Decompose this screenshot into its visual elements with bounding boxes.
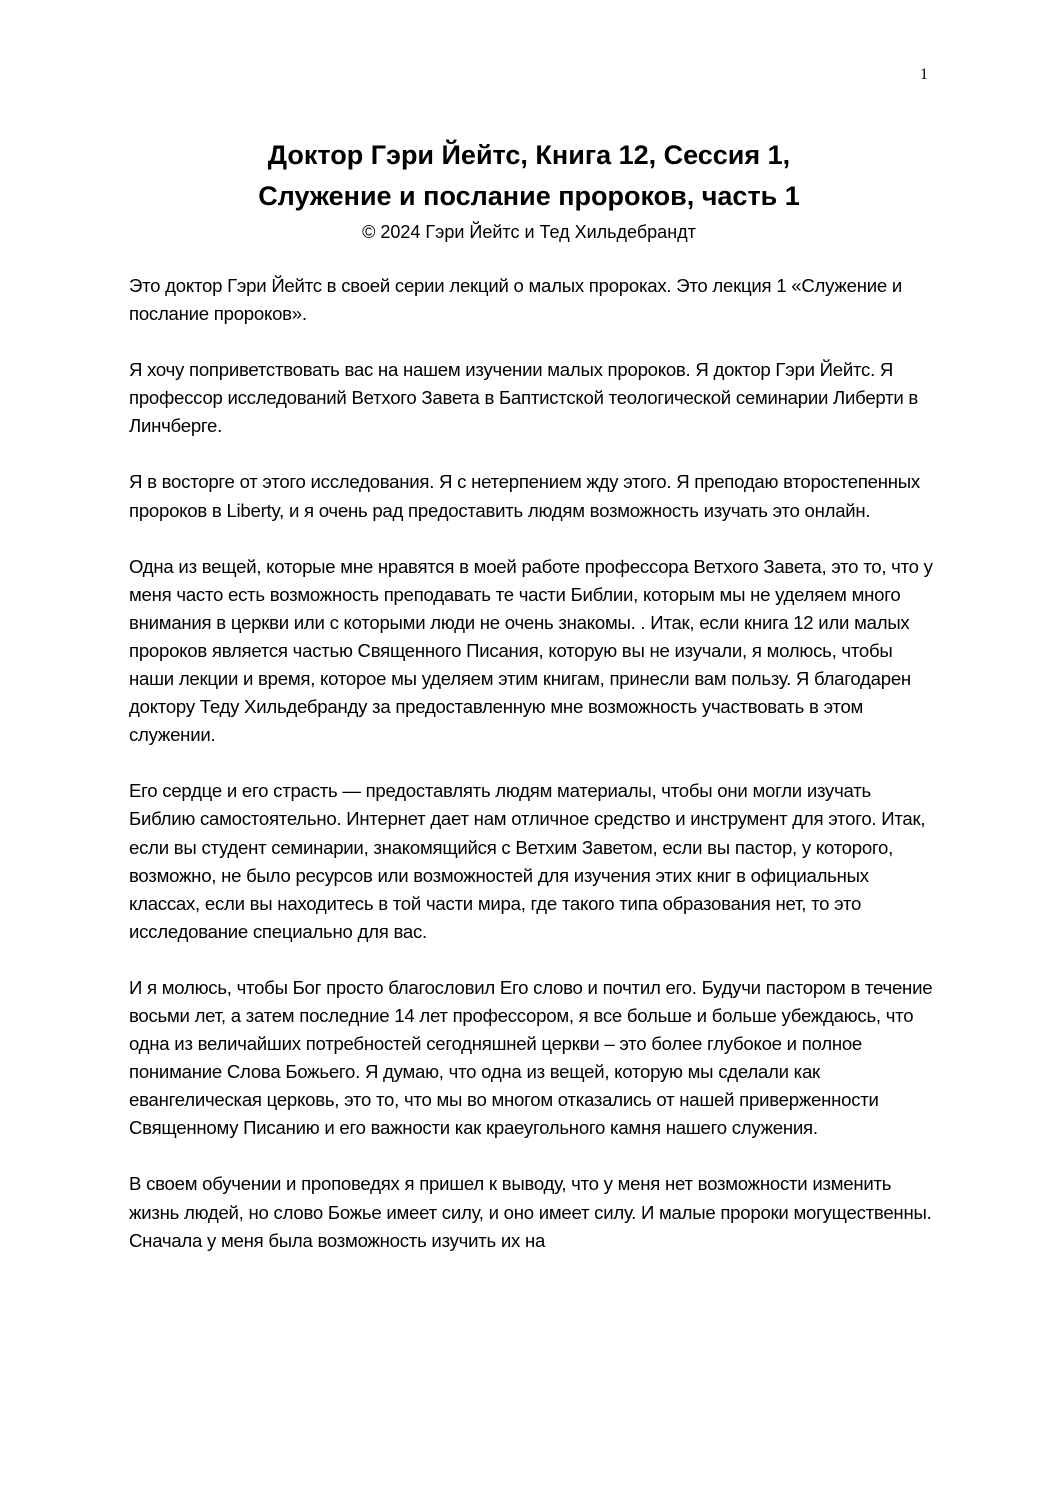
page-title [0, 135, 1058, 217]
page-number: 1 [920, 66, 928, 83]
paragraph: Его сердце и его страсть — предоставлять людям материалы, чтобы они могли изучать Библию самостоятельно. Интернет дает нам отличное средство и инструмент для этого. Итак, если вы студент семинарии, знакомящийся с Ветхим Заветом, если вы пастор, у которого, возможно, не было ресурсов или возможностей для изучения этих книг в официальных классах, если вы находитесь в той части мира, где такого типа образования нет, то это исследование специально для вас. [129, 780, 926, 942]
title-line-1: Доктор Гэри Йейтс, Книга 12, Сессия 1, [267, 140, 791, 170]
copyright-line: © 2024 Гэри Йейтс и Тед Хильдебрандт [362, 222, 696, 242]
title-line-2: Служение и послание пророков, часть 1 [258, 181, 800, 211]
paragraph: Я в восторге от этого исследования. Я с нетерпением жду этого. Я преподаю второстепенных пророков в Liberty, и я очень рад предоставить людям возможность изучать это онлайн. [129, 471, 920, 521]
paragraph: Я хочу поприветствовать вас на нашем изучении малых пророков. Я доктор Гэри Йейтс. Я профессор исследований Ветхого Завета в Баптистской теологической семинарии Либерти в Линчберге. [129, 359, 919, 437]
paragraph: В своем обучении и проповедях я пришел к выводу, что у меня нет возможности изменить жизнь людей, но слово Божье имеет силу, и оно имеет силу. И малые пророки могущественны. Сначала у меня была возможность изучить их на [129, 1173, 932, 1251]
paragraph: Это доктор Гэри Йейтс в своей серии лекций о малых пророках. Это лекция 1 «Служение и послание пророков». [129, 275, 902, 325]
document-body [129, 272, 939, 1283]
paragraph: И я молюсь, чтобы Бог просто благословил Его слово и почтил его. Будучи пастором в течение восьми лет, а затем последние 14 лет профессором, я все больше и больше убеждаюсь, что одна из величайших потребностей сегодняшней церкви – это более глубокое и полное понимание Слова Божьего. Я думаю, что одна из вещей, которую мы сделали как евангелическая церковь, это то, что мы во многом отказались от нашей приверженности Священному Писанию и его важности как краеугольного камня нашего служения. [129, 976, 933, 1139]
paragraph: Одна из вещей, которые мне нравятся в моей работе профессора Ветхого Завета, это то, что у меня часто есть возможность преподавать те части Библии, которым мы не уделяем много внимания в церкви или с которыми люди не очень знакомы. . Итак, если книга 12 или малых пророков является частью Священного Писания, которую вы не изучали, я молюсь, чтобы наши лекции и время, которое мы уделяем этим книгам, принесли вам пользу. Я благодарен доктору Теду Хильдебранду за предоставленную мне возможность участвовать в этом служении. [129, 555, 933, 746]
